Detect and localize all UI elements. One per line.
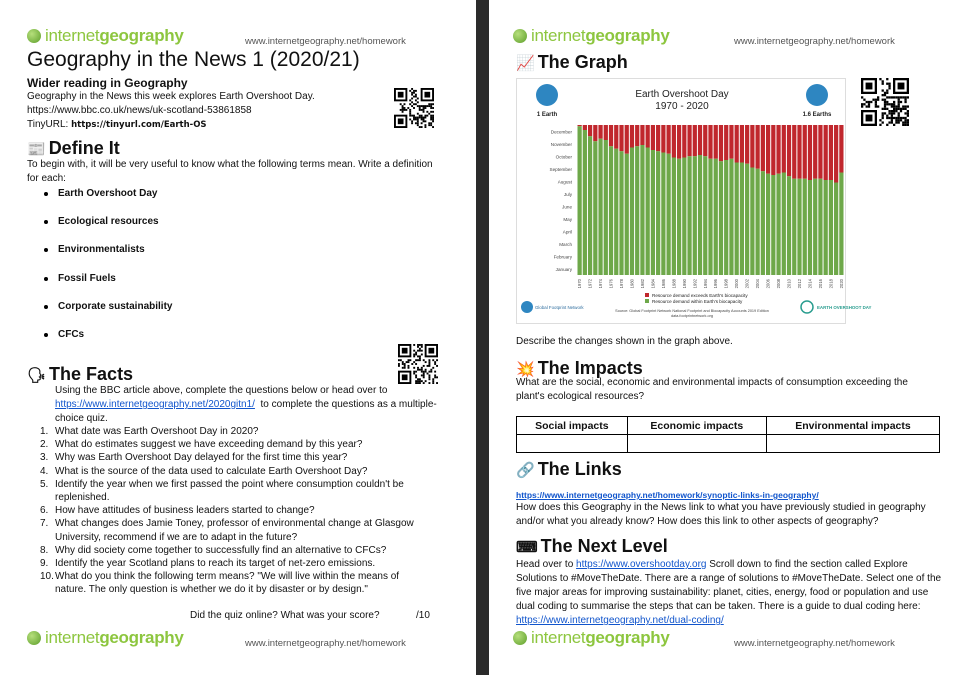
the-next-level-heading [516, 536, 668, 557]
bar-exceed [792, 125, 796, 179]
facts-intro-after: to complete the questions as a multiple-choice quiz. [55, 399, 437, 424]
question-number: 8. [40, 544, 49, 556]
chart-x-tick: 1992 [692, 279, 698, 289]
chart-x-tick: 2006 [765, 279, 771, 289]
define-instructions: To begin with, it will be very useful to know what the following terms mean. Write a definition for each: [27, 159, 433, 184]
facts-intro [55, 384, 440, 426]
overshoot-chart [516, 78, 872, 324]
chart-x-tick: 1990 [681, 279, 687, 289]
globe-icon [27, 631, 41, 645]
bar-within [776, 174, 780, 275]
question-text: Why was Earth Overshoot Day delayed for the first time this year? [55, 452, 348, 464]
term-item [40, 214, 172, 242]
bar-within [625, 154, 629, 275]
question-text: What do you think the following term means? "We will live within the means of nature. The only question is whether we do it by disaster or by design." [55, 571, 400, 596]
logo-text-bold: geography [99, 628, 184, 647]
bar-within [656, 151, 660, 275]
bar-within [766, 174, 770, 275]
bar-exceed [729, 125, 733, 159]
overshoot-link[interactable]: https://www.overshootday.org [576, 559, 707, 570]
bar-exceed [703, 125, 707, 156]
question-number: 3. [40, 452, 49, 464]
bar-exceed [756, 125, 760, 169]
bar-exceed [656, 125, 660, 151]
chart-x-tick: 1980 [629, 279, 635, 289]
chart-month-label: September [549, 166, 572, 172]
speaking-head-icon: 🗣 [27, 366, 47, 384]
bar-exceed [782, 125, 786, 173]
question-item [40, 570, 430, 596]
chart-month-label: November [550, 141, 572, 147]
bar-within [635, 146, 639, 275]
bar-within [808, 180, 812, 275]
bar-exceed [609, 125, 613, 146]
eod-logo-text: EARTH OVERSHOOT DAY [817, 305, 872, 310]
bar-within [698, 155, 702, 275]
bullet-icon [44, 305, 48, 309]
chart-icon: 📈 [516, 54, 535, 72]
logo-text-bold: geography [585, 628, 670, 647]
legend-swatch-within [645, 299, 649, 303]
bar-within [750, 168, 754, 276]
bar-within [797, 179, 801, 275]
question-number: 9. [40, 558, 49, 570]
chart-month-label: June [562, 204, 572, 210]
bar-exceed [839, 125, 843, 173]
bar-exceed [661, 125, 665, 153]
head-over-text: Head over to [516, 559, 574, 570]
bar-within [792, 179, 796, 275]
gfn-logo-text: Global Footprint Network [535, 305, 584, 310]
chart-right-label: 1.6 Earths [802, 112, 832, 118]
bar-exceed [651, 125, 655, 150]
bar-within [787, 176, 791, 275]
gfn-logo-icon [521, 301, 533, 313]
bar-exceed [724, 125, 728, 160]
chart-x-tick: 2004 [755, 279, 761, 289]
term-label: Fossil Fuels [58, 272, 116, 284]
question-item [40, 544, 430, 557]
term-item [40, 299, 172, 327]
bar-within [609, 146, 613, 275]
bar-exceed [761, 125, 765, 171]
bar-within [740, 163, 744, 276]
bar-within [578, 126, 582, 275]
impacts-answer-row [517, 435, 940, 453]
the-graph-heading [516, 52, 628, 73]
bar-exceed [698, 125, 702, 155]
chart-x-tick: 1998 [723, 279, 729, 289]
chart-x-tick: 1984 [650, 279, 656, 289]
bar-within [782, 173, 786, 276]
globe-icon [513, 631, 527, 645]
footer-url: www.internetgeography.net/homework [245, 638, 406, 649]
question-text: What changes does Jamie Toney, professor of environmental change at Glasgow University, recommend if we are to adapt in the future? [55, 518, 414, 543]
page-divider [476, 0, 489, 675]
bar-exceed [829, 125, 833, 180]
chart-x-tick: 2014 [807, 279, 813, 289]
bullet-icon [44, 277, 48, 281]
bar-within [604, 140, 608, 275]
term-item [40, 327, 172, 355]
chart-x-tick: 1972 [587, 279, 593, 289]
term-label: Ecological resources [58, 216, 159, 228]
bar-within [693, 156, 697, 275]
chart-subtitle: 1970 - 2020 [655, 101, 709, 112]
question-number: 5. [40, 478, 49, 490]
question-text: Identify the year when we first passed the point where consumption couldn't be replenished. [55, 478, 404, 504]
bar-exceed [630, 125, 634, 148]
bar-within [813, 179, 817, 275]
chart-x-tick: 1994 [702, 279, 708, 289]
bar-exceed [745, 125, 749, 164]
header-url: www.internetgeography.net/homework [734, 36, 895, 47]
chart-month-label: January [555, 266, 572, 272]
impacts-header-row [517, 417, 940, 435]
chart-x-tick: 1986 [660, 279, 666, 289]
chart-month-label: May [563, 216, 572, 222]
define-it-heading [27, 138, 120, 159]
term-item [40, 271, 172, 299]
chart-x-tick: 1978 [619, 279, 624, 289]
question-text: How have attitudes of business leaders started to change? [55, 505, 315, 517]
impacts-col-social: Social impacts [517, 417, 628, 435]
chart-x-tick: 2000 [734, 279, 740, 289]
bar-exceed [682, 125, 686, 158]
the-links-title: The Links [537, 459, 622, 479]
eod-logo-icon [801, 301, 813, 313]
impacts-answer-social[interactable] [517, 435, 628, 453]
qr-code-quiz[interactable] [398, 344, 438, 389]
bar-exceed [750, 125, 754, 168]
logo-text-light: internet [45, 26, 100, 45]
question-text: What do estimates suggest we have exceeding demand by this year? [55, 439, 363, 451]
term-item [40, 186, 172, 214]
score-prompt: Did the quiz online? What was your score? [190, 610, 380, 621]
collision-icon: 💥 [516, 360, 535, 378]
bar-within [839, 173, 843, 276]
bar-exceed [714, 125, 718, 159]
facts-intro-before: Using the BBC article above, complete the questions below or head over to [55, 385, 388, 396]
question-number: 10. [40, 571, 54, 583]
impacts-answer-environmental[interactable] [766, 435, 939, 453]
synoptic-links-url[interactable]: https://www.internetgeography.net/homework/synoptic-links-in-geography/ [516, 490, 819, 500]
left-page [0, 0, 476, 675]
header-url: www.internetgeography.net/homework [245, 36, 406, 47]
chart-month-label: August [557, 179, 572, 185]
bar-exceed [776, 125, 780, 174]
chart-x-tick: 1988 [671, 279, 677, 289]
bar-within [687, 156, 691, 275]
bar-within [834, 183, 838, 276]
questions-list [40, 425, 430, 597]
the-impacts-title: The Impacts [537, 358, 643, 378]
bar-within [593, 141, 597, 275]
chart-source: Source: Global Footprint Network National Footprint and Biocapacity Accounts 2019 Edition [615, 309, 769, 313]
next-level-body: Scroll down to find the section called Explore Solutions to #MoveTheDate. There are a range of solutions to #MoveTheDate. Select one of the five major areas for improving sustainability: planet, cities, energy, food or population and use dual coding to summarise the steps that can be taken. There is a guide to dual coding here: [516, 559, 942, 612]
bar-within [682, 158, 686, 276]
describe-prompt: Describe the changes shown in the graph above. [516, 336, 733, 347]
bar-exceed [803, 125, 807, 179]
bar-exceed [588, 125, 592, 136]
impacts-answer-economic[interactable] [627, 435, 766, 453]
impacts-col-economic: Economic impacts [627, 417, 766, 435]
question-item [40, 504, 430, 517]
logo-text-light: internet [45, 628, 100, 647]
term-label: CFCs [58, 328, 85, 340]
define-it-title: Define It [48, 138, 120, 158]
bar-within [640, 145, 644, 275]
chart-month-label: February [553, 254, 572, 260]
bar-exceed [635, 125, 639, 146]
the-links-heading [516, 459, 622, 480]
bar-within [598, 139, 602, 275]
page-title: Geography in the News 1 (2020/21) [27, 48, 360, 71]
bar-exceed [740, 125, 744, 163]
question-text: What is the source of the data used to calculate Earth Overshoot Day? [55, 465, 368, 477]
links-text: How does this Geography in the News link to what you have previously studied in geography and/or what you already know? How does this link to other aspects of geography? [516, 502, 926, 527]
chart-x-tick: 2002 [744, 279, 750, 289]
qr-code-graph[interactable] [861, 78, 909, 131]
globe-right-icon [806, 84, 828, 106]
dual-coding-link[interactable]: https://www.internetgeography.net/dual-coding/ [516, 615, 724, 626]
legend-swatch-exceed [645, 293, 649, 297]
bullet-icon [44, 192, 48, 196]
bar-within [672, 158, 676, 276]
impacts-table [516, 416, 940, 453]
term-label: Corporate sustainability [58, 300, 173, 312]
footer-logo [513, 628, 670, 648]
quiz-link[interactable]: https://www.internetgeography.net/2020gitn1/ [55, 399, 255, 410]
chart-x-tick: 2008 [776, 279, 782, 289]
globe-icon [513, 29, 527, 43]
question-number: 1. [40, 426, 49, 437]
bar-exceed [677, 125, 681, 159]
bar-exceed [813, 125, 817, 179]
bar-within [829, 180, 833, 275]
the-facts-title: The Facts [49, 364, 134, 384]
logo-text-bold: geography [99, 26, 184, 45]
question-number: 7. [40, 518, 49, 530]
bar-exceed [578, 125, 582, 126]
question-number: 2. [40, 439, 49, 451]
bar-within [651, 150, 655, 275]
chart-month-label: December [550, 129, 572, 135]
bar-within [756, 169, 760, 275]
bar-within [824, 180, 828, 275]
bar-exceed [625, 125, 629, 154]
qr-code-bbc[interactable] [394, 88, 434, 133]
bar-exceed [808, 125, 812, 180]
the-graph-title: The Graph [537, 52, 628, 72]
footer-logo [27, 628, 184, 648]
bar-exceed [735, 125, 739, 163]
bar-within [729, 159, 733, 275]
bar-within [735, 163, 739, 276]
bar-within [614, 149, 618, 275]
internet-geography-logo [513, 26, 670, 46]
bar-exceed [719, 125, 723, 161]
question-item [40, 465, 430, 478]
bar-within [703, 156, 707, 275]
chart-x-tick: 2020 [838, 279, 844, 289]
chart-title: Earth Overshoot Day [635, 89, 729, 100]
chart-left-label: 1 Earth [536, 112, 558, 118]
chart-x-tick: 1982 [639, 279, 645, 289]
globe-icon [27, 29, 41, 43]
bar-within [708, 159, 712, 275]
bar-exceed [818, 125, 822, 179]
impacts-question: What are the social, economic and environmental impacts of consumption exceeding the plant's ecological resources? [516, 377, 908, 402]
bar-exceed [834, 125, 838, 183]
bar-within [803, 179, 807, 275]
chart-x-tick: 1970 [577, 279, 583, 289]
bar-within [630, 148, 634, 276]
bar-exceed [604, 125, 608, 140]
score-out-of: /10 [416, 610, 430, 621]
chart-x-tick: 2018 [828, 279, 834, 289]
bar-within [724, 160, 728, 275]
bbc-url[interactable]: https://www.bbc.co.uk/news/uk-scotland-53861858 [27, 105, 252, 116]
bullet-icon [44, 333, 48, 337]
chart-x-tick: 2016 [817, 279, 823, 289]
bar-exceed [646, 125, 650, 148]
legend-label-exceed: Resource demand exceeds Earth's biocapacity [652, 293, 748, 298]
bar-exceed [687, 125, 691, 156]
bar-exceed [667, 125, 671, 154]
tinyurl-line [27, 118, 207, 132]
bar-within [619, 151, 623, 275]
chart-month-label: March [559, 241, 572, 247]
keyboard-icon: ⌨ [516, 538, 538, 556]
right-page [489, 0, 965, 675]
term-item [40, 242, 172, 270]
chart-x-tick: 1996 [713, 279, 719, 289]
logo-text-bold: geography [585, 26, 670, 45]
bar-within [661, 153, 665, 276]
bar-within [714, 159, 718, 275]
bar-exceed [708, 125, 712, 159]
question-item [40, 425, 430, 438]
internet-geography-logo [27, 26, 184, 46]
bar-within [761, 171, 765, 275]
next-level-text [516, 558, 946, 628]
bullet-icon [44, 220, 48, 224]
chart-x-tick: 1976 [608, 279, 614, 289]
bar-exceed [766, 125, 770, 174]
term-label: Earth Overshoot Day [58, 188, 158, 199]
bar-exceed [787, 125, 791, 176]
bar-within [771, 175, 775, 275]
bar-exceed [824, 125, 828, 180]
bar-within [667, 154, 671, 275]
question-text: Identify the year Scotland plans to reach its target of net-zero emissions. [55, 558, 376, 570]
the-next-level-title: The Next Level [540, 536, 668, 556]
logo-text-light: internet [531, 628, 586, 647]
bar-within [719, 161, 723, 275]
newspaper-icon: 📰 [27, 140, 46, 158]
wider-reading-heading: Wider reading in Geography [27, 76, 188, 90]
bar-within [646, 148, 650, 276]
terms-list [40, 186, 172, 355]
bar-within [583, 130, 587, 275]
question-number: 4. [40, 465, 49, 477]
bar-exceed [593, 125, 597, 141]
bullet-icon [44, 248, 48, 252]
bar-within [677, 159, 681, 275]
bar-exceed [614, 125, 618, 149]
link-icon: 🔗 [516, 461, 535, 479]
impacts-col-environmental: Environmental impacts [766, 417, 939, 435]
chart-x-tick: 2010 [786, 279, 792, 289]
intro-line: Geography in the News this week explores Earth Overshoot Day. [27, 91, 315, 102]
bar-exceed [619, 125, 623, 151]
chart-month-label: July [563, 191, 572, 197]
bar-exceed [693, 125, 697, 156]
tinyurl-link[interactable]: https://tinyurl.com/Earth-OS [71, 120, 207, 130]
bar-exceed [771, 125, 775, 175]
question-item [40, 451, 430, 464]
chart-month-label: April [562, 229, 572, 235]
bar-exceed [598, 125, 602, 139]
question-number: 6. [40, 505, 49, 517]
chart-month-label: October [555, 154, 572, 160]
question-item [40, 517, 430, 543]
question-text: Why did society come together to successfully find an alternative to CFCs? [55, 544, 387, 556]
chart-x-tick: 1974 [598, 279, 604, 289]
question-item [40, 557, 430, 570]
term-label: Environmentalists [58, 244, 145, 256]
globe-left-icon [536, 84, 558, 106]
bar-within [818, 179, 822, 275]
bar-exceed [583, 125, 587, 130]
chart-source-url: data.footprintnetwork.org [670, 314, 714, 318]
question-item [40, 478, 430, 504]
bar-exceed [797, 125, 801, 179]
tinyurl-label: TinyURL: [27, 119, 69, 130]
bar-within [588, 136, 592, 275]
legend-label-within: Resource demand within Earth's biocapacity [652, 299, 743, 304]
bar-exceed [672, 125, 676, 158]
footer-url: www.internetgeography.net/homework [734, 638, 895, 649]
the-facts-heading [27, 364, 133, 385]
bar-within [745, 164, 749, 275]
logo-text-light: internet [531, 26, 586, 45]
chart-svg [517, 79, 872, 325]
chart-x-tick: 2012 [797, 279, 802, 289]
bar-exceed [640, 125, 644, 145]
question-item [40, 438, 430, 451]
question-text: What date was Earth Overshoot Day in 2020? [55, 426, 259, 437]
